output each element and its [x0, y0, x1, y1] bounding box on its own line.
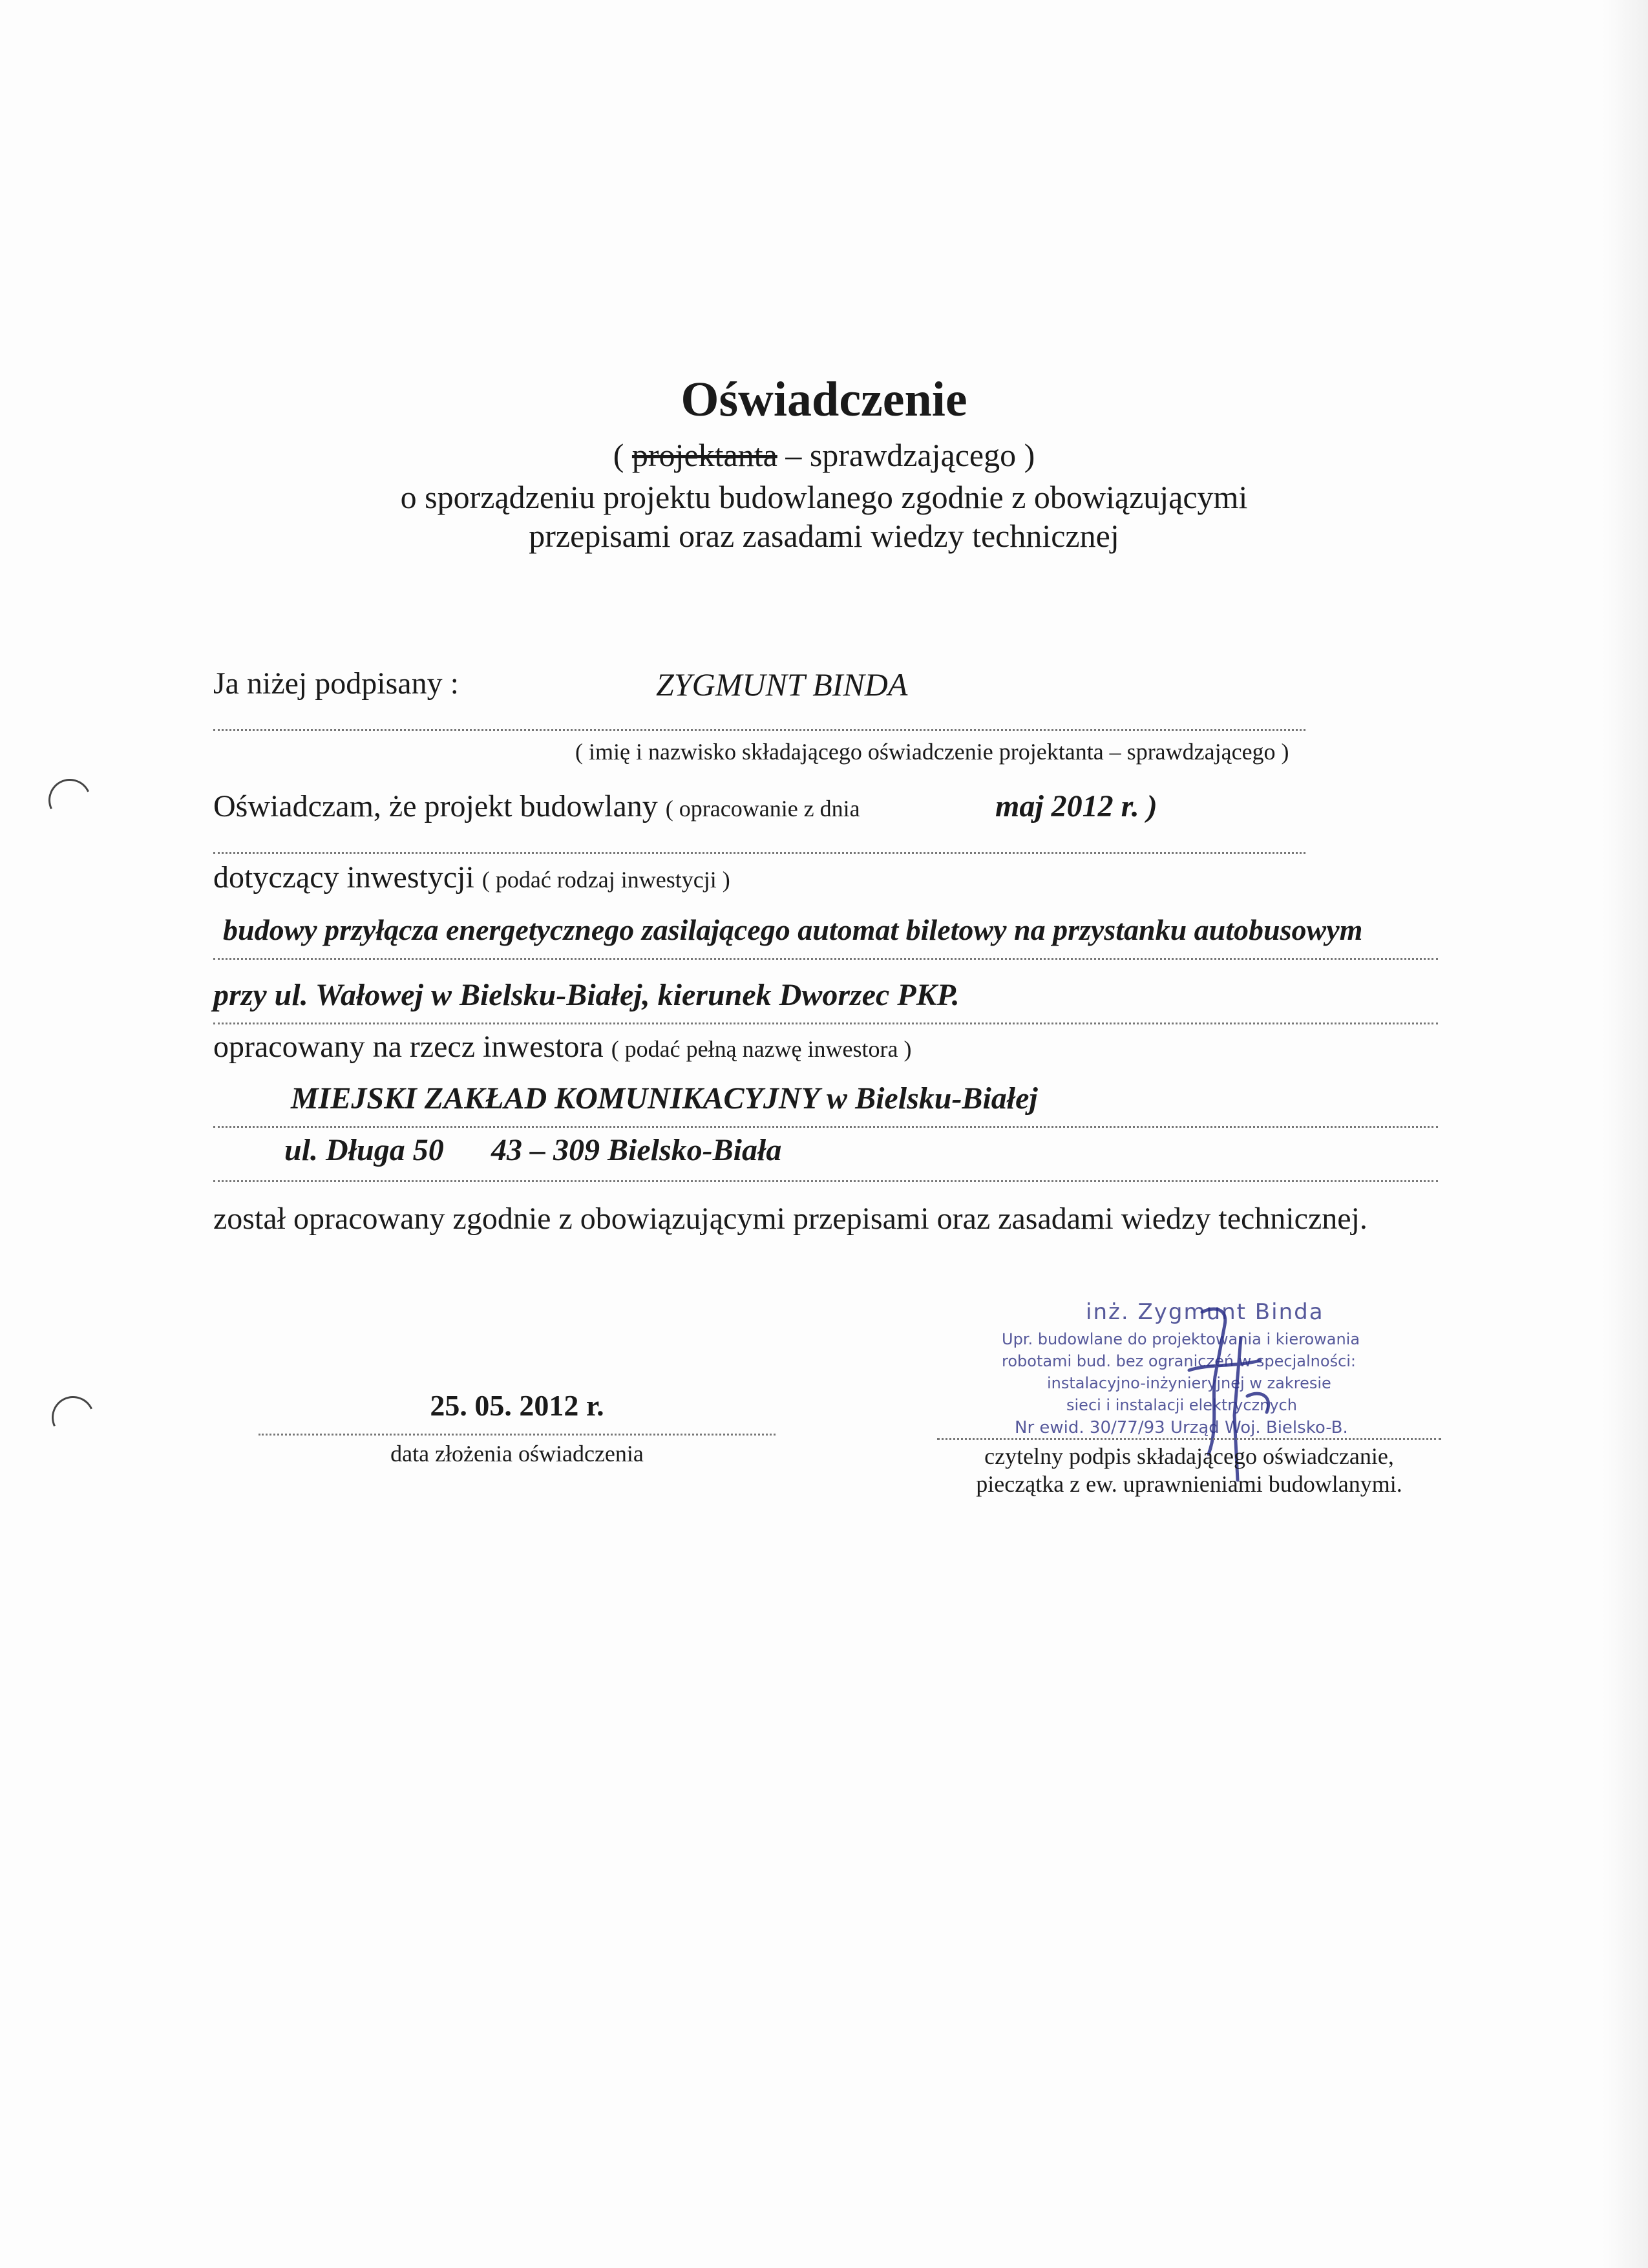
investment-note: ( podać rodzaj inwestycji ) — [481, 867, 730, 893]
subtitle-struck-word: projektanta — [631, 437, 777, 473]
investor-note: ( podać pełną nazwę inwestora ) — [611, 1036, 912, 1062]
investment-dotted-line-2 — [213, 1023, 1438, 1024]
document-title: Oświadczenie — [681, 372, 967, 427]
signer-name: ZYGMUNT BINDA — [656, 666, 908, 703]
subtitle-open: ( — [613, 437, 632, 473]
lead-line-2: przepisami oraz zasadami wiedzy technicznej — [529, 518, 1119, 554]
stamp-line-4: instalacyjno-inżynieryjnej w zakresie — [1047, 1374, 1331, 1392]
investment-dotted-line-1 — [213, 958, 1438, 960]
investor-dotted-line-1 — [213, 1126, 1438, 1128]
signature-dotted-line — [937, 1438, 1441, 1440]
investor-label: opracowany na rzecz inwestora ( podać pełną nazwę inwestora ) — [213, 1030, 912, 1064]
signer-caption: ( imię i nazwisko składającego oświadczenie projektanta – sprawdzającego ) — [575, 739, 1289, 765]
stamp-line-6: Nr ewid. 30/77/93 Urząd Woj. Bielsko-B. — [1015, 1418, 1348, 1437]
conclusion-text: został opracowany zgodnie z obowiązującymi przepisami oraz zasadami wiedzy technicznej. — [213, 1202, 1368, 1236]
project-label: Oświadczam, że projekt budowlany ( opracowanie z dnia — [213, 789, 860, 823]
date-caption: data złożenia oświadczenia — [390, 1441, 644, 1467]
project-dotted-line — [213, 852, 1305, 854]
document-subtitle — [0, 436, 1648, 474]
investment-line-2: przy ul. Wałowej w Bielsku-Białej, kierunek Dworzec PKP. — [213, 978, 960, 1012]
investment-line-1: budowy przyłącza energetycznego zasilającego automat biletowy na przystanku autobusowym — [223, 913, 1363, 946]
signature-caption-2: pieczątka z ew. uprawnieniami budowlanymi. — [976, 1471, 1402, 1497]
stamp-line-1: inż. Zygmunt Binda — [1086, 1299, 1324, 1325]
signer-label: Ja niżej podpisany : — [213, 666, 459, 701]
date-value: 25. 05. 2012 r. — [430, 1389, 604, 1422]
page-edge-shadow — [1603, 0, 1648, 2268]
project-note: ( opracowanie z dnia — [665, 796, 860, 821]
investment-label: dotyczący inwestycji ( podać rodzaj inwestycji ) — [213, 860, 730, 895]
subtitle-rest: – sprawdzającego ) — [777, 437, 1035, 473]
stamp-line-2: Upr. budowlane do projektowania i kierowania — [1002, 1330, 1360, 1348]
stamp-line-3: robotami bud. bez ograniczeń w specjalności: — [1002, 1352, 1357, 1370]
lead-line-1: o sporządzeniu projektu budowlanego zgodnie z obowiązującymi — [400, 479, 1248, 515]
punch-hole-bottom — [46, 1390, 101, 1445]
signature-caption-1: czytelny podpis składającego oświadczanie, — [984, 1443, 1394, 1469]
signer-dotted-line — [213, 729, 1305, 731]
investor-street: ul. Długa 50 — [284, 1133, 444, 1167]
investor-name: MIEJSKI ZAKŁAD KOMUNIKACYJNY w Bielsku-Białej — [291, 1081, 1038, 1116]
project-date: maj 2012 r. ) — [995, 789, 1157, 823]
punch-hole-top — [43, 773, 98, 828]
investor-city: 43 – 309 Bielsko-Biała — [491, 1133, 782, 1167]
date-dotted-line — [259, 1434, 776, 1436]
investor-dotted-line-2 — [213, 1180, 1438, 1182]
stamp-line-5: sieci i instalacji elektrycznych — [1066, 1396, 1297, 1414]
